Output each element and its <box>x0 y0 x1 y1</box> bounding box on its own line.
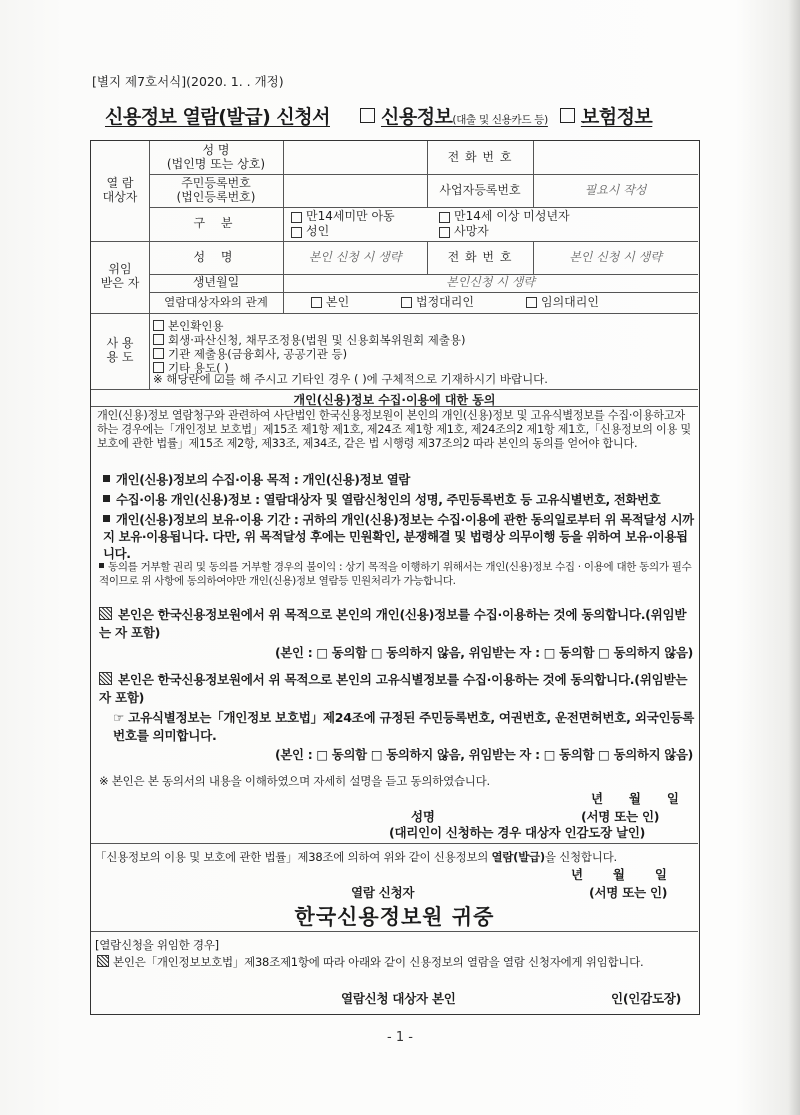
application-form <box>90 140 700 1015</box>
square-bullet-icon <box>99 563 104 568</box>
type-minor-checkbox[interactable] <box>439 212 450 223</box>
type-under14-option[interactable]: 만14세미만 아동 <box>291 210 431 224</box>
consent-personal-choices[interactable]: (본인 : □ 동의함 □ 동의하지 않음, 위임받는 자 : □ 동의함 □ 동의하지 않음) <box>275 645 693 660</box>
purpose-option-3[interactable]: 기관 제출용(금융회사, 공공기관 등) <box>153 347 466 361</box>
type-adult-option[interactable]: 성인 <box>291 225 431 239</box>
agent-seal-note: (대리인이 신청하는 경우 대상자 인감도장 날인) <box>389 825 646 840</box>
insurance-info-checkbox[interactable] <box>560 108 575 123</box>
delegation-seal[interactable]: 인(인감도장) <box>611 991 682 1006</box>
square-bullet-icon <box>103 475 110 482</box>
delegate-birth-input[interactable]: 본인신청 시 생략 <box>446 275 535 290</box>
application-date[interactable]: 년 월 일 <box>571 867 667 882</box>
title-row <box>105 98 705 132</box>
subject-name-label: 성 명 (법인명 또는 상호) <box>166 142 266 171</box>
delegation-text: 본인은「개인정보보호법」제38조제1항에 따라 아래와 같이 신용정보의 열람을 열람 신청자에게 위임합니다. <box>97 954 693 971</box>
relation-legal-option[interactable]: 법정대리인 <box>401 294 521 311</box>
type-deceased-option[interactable]: 사망자 <box>439 225 689 239</box>
insurance-info-option: 보험정보 <box>580 105 653 128</box>
type-under14-checkbox[interactable] <box>291 212 302 223</box>
applicant-label: 열람 신청자 <box>351 885 415 900</box>
square-bullet-icon <box>103 495 110 502</box>
relation-self-checkbox[interactable] <box>311 297 322 308</box>
checked-box-icon <box>99 672 112 685</box>
credit-info-option: 신용정보(대출 및 신용카드 등) <box>381 105 548 128</box>
unique-id-definition: ☞ 고유식별정보는「개인정보 보호법」제24조에 규정된 주민등록번호, 여권번호, 운전면허번호, 외국인등록번호를 의미합니다. <box>113 710 695 743</box>
checked-box-icon <box>99 607 112 620</box>
purpose-checkbox-3[interactable] <box>153 348 164 359</box>
delegate-phone-input[interactable]: 본인 신청 시 생략 <box>569 249 662 264</box>
delegate-phone-label: 전 화 번 호 <box>447 249 513 264</box>
delegate-name-label: 성 명 <box>193 249 239 264</box>
purpose-option-2[interactable]: 회생·파산신청, 채무조정용(법원 및 신용회복위원회 제출용) <box>153 333 466 347</box>
applicant-signature[interactable]: (서명 또는 인) <box>589 885 668 900</box>
relation-self-option[interactable]: 본인 <box>311 294 401 311</box>
purpose-section-label: 사 용 용 도 <box>106 336 134 364</box>
credit-info-checkbox[interactable] <box>360 108 375 123</box>
purpose-checkbox-1[interactable] <box>153 320 164 331</box>
subject-phone-label: 전 화 번 호 <box>447 149 513 164</box>
purpose-checkbox-2[interactable] <box>153 334 164 345</box>
consent-purpose-bullet: 개인(신용)정보의 수집·이용 목적 : 개인(신용)정보 열람 <box>103 471 695 488</box>
scan-edge-shadow <box>788 0 800 1115</box>
type-minor-option[interactable]: 만14세 이상 미성년자 <box>439 210 689 224</box>
subject-phone-input[interactable] <box>533 141 698 174</box>
application-statement: 「신용정보의 이용 및 보호에 관한 법률」제38조에 의하여 위와 같이 신용정보의 열람(발급)을 신청합니다. <box>95 850 617 864</box>
understood-statement: ※ 본인은 본 동의서의 내용을 이해하였으며 자세히 설명을 듣고 동의하였습니다. <box>99 774 490 788</box>
delegate-birth-label: 생년월일 <box>192 275 240 290</box>
consent-period-bullet: 개인(신용)정보의 보유·이용 기간 : 귀하의 개인(신용)정보는 수집·이용에 관한 동의일로부터 위 목적달성 시까지 보유·이용됩니다. 다만, 위 목적달성 후에는 민원확인, 분쟁해결 및 법령상 의무이행 등을 위하여 보유·이용됩니다. <box>103 512 694 561</box>
signer-name-label: 성명 <box>411 809 435 824</box>
signer-signature[interactable]: (서명 또는 인) <box>581 809 660 824</box>
delegate-section-label: 위임 받은 자 <box>100 262 140 290</box>
consent-unique-id: 본인은 한국신용정보원에서 위 목적으로 본인의 고유식별정보를 수집·이용하는 것에 동의합니다.(위임받는 자 포함) <box>99 672 688 705</box>
subject-idno-label: 주민등록번호 (법인등록번호) <box>176 175 256 204</box>
subject-bizno-label: 사업자등록번호 <box>439 182 521 197</box>
page-number: - 1 - <box>387 1030 413 1045</box>
checked-box-icon <box>97 955 109 967</box>
consent-unique-choices[interactable]: (본인 : □ 동의함 □ 동의하지 않음, 위임받는 자 : □ 동의함 □ 동의하지 않음) <box>275 747 693 762</box>
form-title: 신용정보 열람(발급) 신청서 <box>105 105 330 128</box>
subject-name-input[interactable] <box>283 141 427 174</box>
relation-legal-checkbox[interactable] <box>401 297 412 308</box>
consent-date[interactable]: 년 월 일 <box>591 791 679 806</box>
purpose-note: ※ 해당란에 ☑를 해 주시고 기타인 경우 ( )에 구체적으로 기재하시기 바랍니다. <box>153 372 548 386</box>
purpose-options <box>153 319 466 375</box>
refusal-right-note: 동의를 거부할 권리 및 동의를 거부할 경우의 불이익 : 상기 목적을 이행하기 위해서는 개인(신용)정보 수집 · 이용에 대한 동의가 필수적이므로 위 사항에 동의하여야만 개인(신용)정보 열람등 민원처리가 가능합니다. <box>99 561 692 587</box>
subject-type-label: 구 분 <box>193 216 239 231</box>
purpose-option-1[interactable]: 본인확인용 <box>153 319 466 333</box>
delegation-signer: 열람신청 대상자 본인 <box>341 991 456 1006</box>
type-adult-checkbox[interactable] <box>291 227 302 238</box>
consent-title: 개인(신용)정보 수집·이용에 대한 동의 <box>293 393 496 407</box>
relation-optional-checkbox[interactable] <box>526 297 537 308</box>
consent-items-bullet: 수집·이용 개인(신용)정보 : 열람대상자 및 열람신청인의 성명, 주민등록번호 등 고유식별번호, 전화번호 <box>103 491 695 508</box>
type-deceased-checkbox[interactable] <box>439 227 450 238</box>
delegate-name-input[interactable]: 본인 신청 시 생략 <box>308 249 402 264</box>
delegation-header: [열람신청을 위임한 경우] <box>95 938 219 952</box>
square-bullet-icon <box>103 515 110 522</box>
consent-personal-info: 본인은 한국신용정보원에서 위 목적으로 본인의 개인(신용)정보를 수집·이용하는 것에 동의합니다.(위임받는 자 포함) <box>99 607 687 640</box>
subject-section-label: 열 람 대상자 <box>102 176 138 204</box>
subject-idno-input[interactable] <box>283 174 427 207</box>
purpose-option-4[interactable]: 기타 용도( ) <box>153 361 466 375</box>
relation-optional-option[interactable]: 임의대리인 <box>526 294 666 311</box>
form-number: [별지 제7호서식](2020. 1. . 개정) <box>92 74 284 89</box>
delegate-relation-label: 열람대상자와의 관계 <box>164 294 268 309</box>
consent-intro: 개인(신용)정보 열람청구와 관련하여 사단법인 한국신용정보원이 본인의 개인(신용)정보 및 고유식별정보를 수집·이용하고자 하는 경우에는「개인정보 보호법」제15조 제1항 제1호, 제24조 제1항 제1호, 제24조의2 제1항 제1호,「신용정보의 이용 및 보호에 관한 법률」제15조 제2항, 제33조, 제34조, 같은 법 시행령 제37조의2 따라 본인의 동의를 얻어야 합니다. <box>97 409 691 451</box>
recipient-organization: 한국신용정보원 귀중 <box>294 905 495 929</box>
subject-bizno-input[interactable]: 필요시 작성 <box>584 182 647 197</box>
